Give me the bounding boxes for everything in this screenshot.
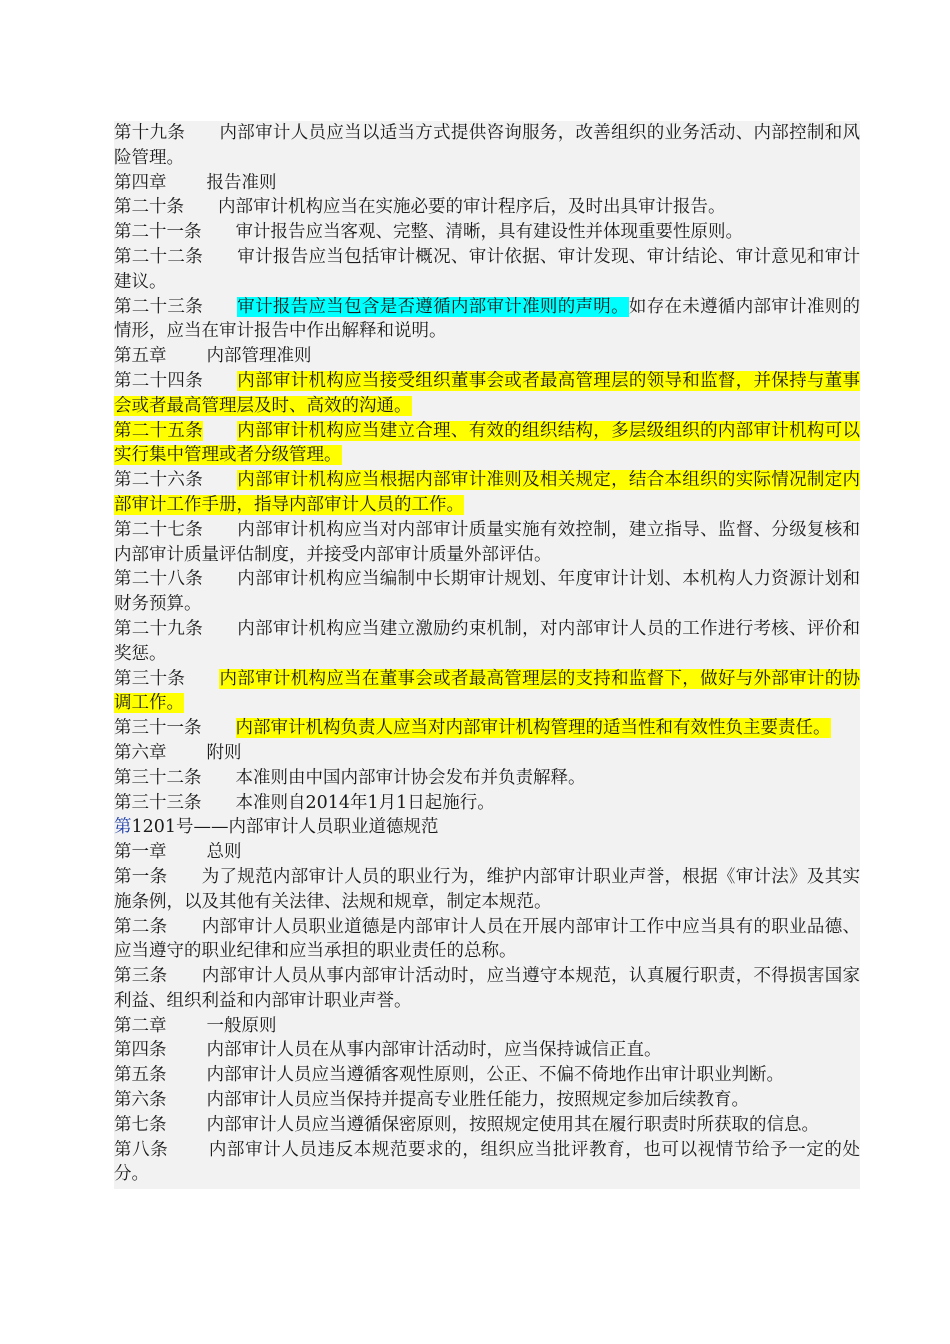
article-1	[114, 865, 860, 915]
article-25	[114, 419, 860, 469]
article-text: 内部审计人员应当保持并提高专业胜任能力，按照规定参加后续教育。	[206, 1090, 749, 1111]
chapter-number: 第一章	[114, 842, 167, 863]
article-7	[114, 1113, 860, 1138]
article-number: 第五条	[114, 1065, 167, 1086]
chapter-title: 报告准则	[206, 172, 277, 193]
highlighted-text: 内部审计机构应当接受组织董事会或者最高管理层的领导和监督，并保持与董事会或者最高管理层及时、高效的沟通。	[114, 370, 860, 416]
chapter-5-heading	[114, 344, 860, 369]
article-text: 内部审计人员在从事内部审计活动时，应当保持诚信正直。	[206, 1040, 662, 1061]
article-31	[114, 716, 860, 741]
article-text: 内部审计机构应当在实施必要的审计程序后，及时出具审计报告。	[218, 197, 726, 218]
chapter-6-heading	[114, 741, 860, 766]
article-5	[114, 1063, 860, 1088]
article-number: 第二十二条	[114, 246, 203, 267]
article-text: 内部审计人员应当遵循客观性原则，公正、不偏不倚地作出审计职业判断。	[206, 1065, 784, 1086]
article-text: 如存在未遵循内部审计准则的情形，应当在审计报告中作出解释和说明。	[114, 296, 861, 342]
article-number: 第二十三条	[114, 296, 203, 317]
article-number: 第七条	[114, 1114, 167, 1135]
title-text: 1201号——内部审计人员职业道德规范	[131, 817, 439, 838]
article-number: 第三十条	[114, 668, 186, 689]
chapter-number: 第五章	[114, 346, 167, 367]
article-text: 内部审计人员职业道德是内部审计人员在开展内部审计工作中应当具有的职业品德、应当遵守的职业纪律和应当承担的职业责任的总称。	[114, 916, 861, 962]
article-23	[114, 295, 860, 345]
article-number: 第二十九条	[114, 618, 203, 639]
article-26	[114, 468, 860, 518]
chapter-4-heading	[114, 171, 860, 196]
article-number: 第四条	[114, 1040, 167, 1061]
highlighted-text: 内部审计机构应当根据内部审计准则及相关规定，结合本组织的实际情况制定内部审计工作手册，指导内部审计人员的工作。	[114, 470, 860, 515]
chapter-number: 第六章	[114, 742, 167, 763]
chapter-title: 一般原则	[206, 1015, 277, 1036]
document-body	[114, 121, 860, 1189]
article-22	[114, 245, 860, 295]
highlighted-text: 内部审计机构应当建立合理、有效的组织结构，多层级组织的内部审计机构可以实行集中管理或者分级管理。	[114, 420, 860, 466]
article-text: 本准则由中国内部审计协会发布并负责解释。	[235, 767, 586, 788]
article-text: 内部审计机构应当建立激励约束机制，对内部审计人员的工作进行考核、评价和奖惩。	[114, 618, 860, 664]
article-number: 第二十五条	[114, 420, 203, 441]
chapter-title: 总则	[206, 842, 242, 863]
article-20	[114, 195, 860, 220]
article-30	[114, 667, 860, 717]
article-text: 审计报告应当客观、完整、清晰，具有建设性并体现重要性原则。	[235, 222, 743, 243]
chapter-1-heading	[114, 840, 860, 865]
article-number: 第六条	[114, 1090, 167, 1111]
article-text: 本准则自2014年1月1日起施行。	[235, 792, 495, 813]
article-28	[114, 567, 860, 617]
article-8	[114, 1138, 860, 1188]
article-number: 第二十八条	[114, 569, 203, 590]
article-number: 第三十一条	[114, 718, 202, 739]
article-number: 第三十三条	[114, 792, 202, 813]
article-6	[114, 1088, 860, 1113]
article-number: 第二十条	[114, 197, 184, 218]
title-prefix: 第	[114, 817, 132, 838]
article-text: 审计报告应当包括审计概况、审计依据、审计发现、审计结论、审计意见和审计建议。	[114, 246, 860, 292]
chapter-number: 第四章	[114, 172, 167, 193]
article-text: 内部审计人员应当以适当方式提供咨询服务，改善组织的业务活动、内部控制和风险管理。	[114, 123, 861, 168]
article-number: 第八条	[114, 1139, 169, 1160]
chapter-title: 内部管理准则	[206, 346, 312, 367]
article-27	[114, 518, 860, 568]
article-21	[114, 220, 860, 245]
article-29	[114, 617, 860, 667]
article-number: 第二十七条	[114, 519, 203, 540]
chapter-title: 附则	[206, 742, 242, 763]
article-text: 内部审计人员从事内部审计活动时，应当遵守本规范，认真履行职责，不得损害国家利益、组织利益和内部审计职业声誉。	[114, 966, 861, 1011]
article-number: 第十九条	[114, 123, 186, 143]
article-number: 第二十一条	[114, 222, 202, 243]
article-24	[114, 369, 860, 419]
chapter-number: 第二章	[114, 1015, 167, 1036]
article-4	[114, 1038, 860, 1063]
article-number: 第二十六条	[114, 470, 203, 491]
article-text: 为了规范内部审计人员的职业行为，维护内部审计职业声誉，根据《审计法》及其实施条例，以及其他有关法律、法规和规章，制定本规范。	[114, 866, 861, 912]
article-text: 内部审计人员违反本规范要求的，组织应当批评教育，也可以视情节给予一定的处分。	[114, 1139, 861, 1185]
highlighted-text: 内部审计机构应当在董事会或者最高管理层的支持和监督下，做好与外部审计的协调工作。	[114, 668, 861, 714]
article-19	[114, 121, 860, 171]
highlighted-text: 内部审计机构负责人应当对内部审计机构管理的适当性和有效性负主要责任。	[235, 718, 831, 739]
article-number: 第二条	[114, 916, 168, 937]
article-number: 第一条	[114, 866, 168, 887]
article-33	[114, 791, 860, 816]
article-number: 第三条	[114, 966, 168, 987]
article-2	[114, 915, 860, 965]
article-text: 内部审计机构应当编制中长期审计规划、年度审计计划、本机构人力资源计划和财务预算。	[114, 569, 860, 615]
highlighted-text: 审计报告应当包含是否遵循内部审计准则的声明。	[237, 296, 629, 317]
standard-title	[114, 815, 860, 840]
chapter-2-heading	[114, 1014, 860, 1039]
article-number: 第三十二条	[114, 767, 202, 788]
article-text: 内部审计机构应当对内部审计质量实施有效控制，建立指导、监督、分级复核和内部审计质量评估制度，并接受内部审计质量外部评估。	[114, 519, 860, 565]
article-32	[114, 766, 860, 791]
article-number: 第二十四条	[114, 370, 203, 391]
article-3	[114, 964, 860, 1014]
article-text: 内部审计人员应当遵循保密原则，按照规定使用其在履行职责时所获取的信息。	[206, 1114, 819, 1135]
